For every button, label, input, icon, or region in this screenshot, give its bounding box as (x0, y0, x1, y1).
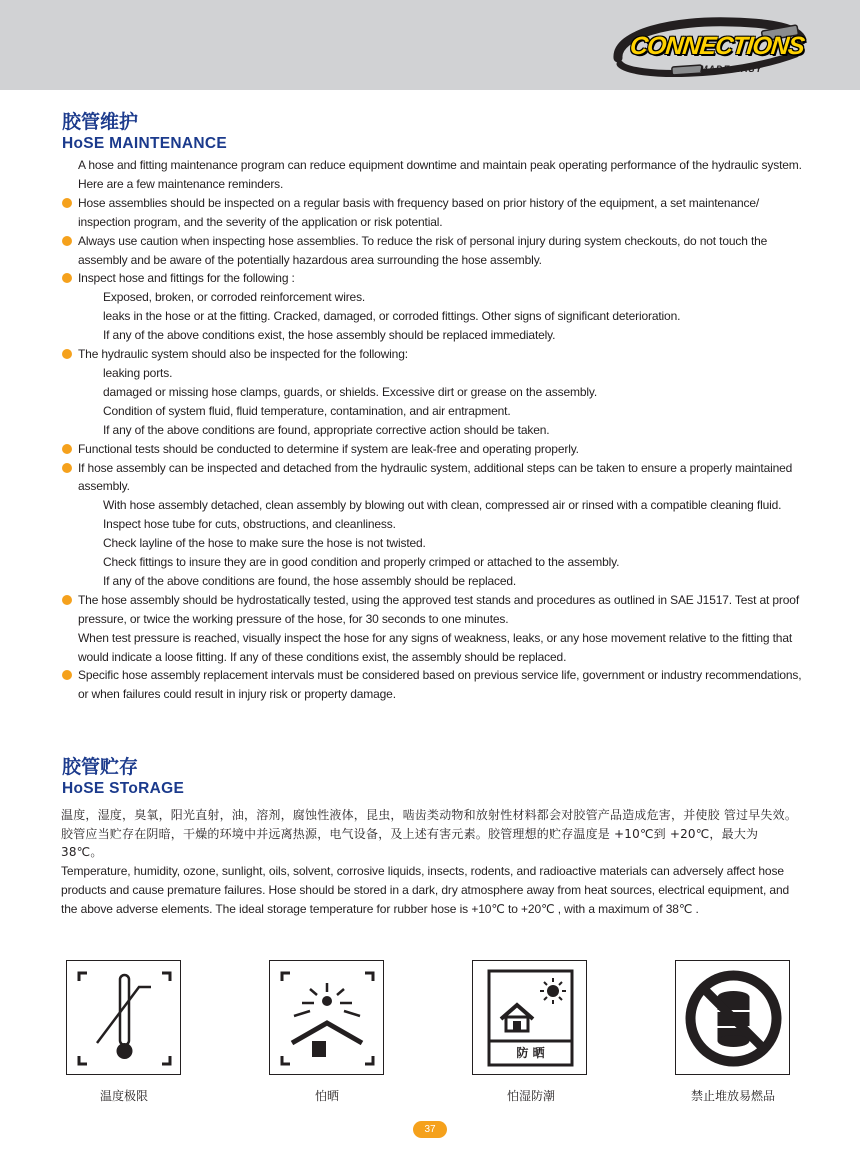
item-text: If any of the above conditions are found, the hose assembly should be replaced. (103, 573, 517, 588)
sub-item (60, 326, 805, 345)
bullet-dot-icon (62, 349, 72, 359)
maintenance-title-cn: 胶管维护 (62, 111, 139, 133)
sub-item (60, 553, 805, 572)
storage-title-cn: 胶管贮存 (62, 756, 139, 778)
no-stacking-flammables-icon (675, 960, 790, 1075)
sub-item (60, 515, 805, 534)
paragraph (60, 156, 805, 194)
item-text: Functional tests should be conducted to determine if system are leak-free and operating properly. (78, 441, 579, 456)
sub-item (60, 364, 805, 383)
bullet-dot-icon (62, 198, 72, 208)
bullet-dot-icon (62, 595, 72, 605)
sub-item (60, 496, 805, 515)
bullet-item (60, 459, 805, 497)
item-text: If hose assembly can be inspected and detached from the hydraulic system, additional steps can be taken to ensure a properly maintained assembly. (78, 460, 793, 494)
bullet-dot-icon (62, 444, 72, 454)
temperature-limit-icon (66, 960, 181, 1075)
bullet-item (60, 666, 805, 704)
bullet-dot-icon (62, 670, 72, 680)
logo-text: CONNECTIONS (628, 32, 806, 60)
keep-out-of-sunlight-icon (269, 960, 384, 1075)
sub-item (60, 402, 805, 421)
item-text: The hydraulic system should also be inspected for the following: (78, 347, 408, 362)
sub-item (60, 383, 805, 402)
item-text: Always use caution when inspecting hose assemblies. To reduce the risk of personal injury during system checkouts, do not touch the assembly and be aware of the potentially hazardous area surrounding the hose assembly. (78, 233, 768, 267)
item-text: damaged or missing hose clamps, guards, or shields. Excessive dirt or grease on the assembly. (103, 384, 598, 399)
sub-item (60, 421, 805, 440)
bullet-dot-icon (62, 236, 72, 246)
sub-item (60, 534, 805, 553)
page-number: 37 (413, 1121, 447, 1138)
item-text: Hose assemblies should be inspected on a regular basis with frequency based on prior history of the equipment, a set maintenance/ inspection program, and the severity of the application or risk potential. (78, 195, 760, 229)
storage-body (61, 806, 801, 918)
storage-text-cn: 温度，湿度，臭氧，阳光直射，油，溶剂，腐蚀性液体，昆虫，啮齿类动物和放射性材料都会对胶管产品造成危害，并使胶 管过早失效。胶管应当贮存在阴暗，干燥的环境中并远离热源，电气设备，及上述有害元素。胶管理想的贮存温度是 +10℃到 +20℃，最大为 38℃。 (61, 808, 798, 860)
bullet-item (60, 269, 805, 288)
bullet-item (60, 591, 805, 629)
sub-item (60, 288, 805, 307)
sign-text: 防 晒 (516, 1046, 545, 1060)
icon-label-flammables: 禁止堆放易燃品 (690, 1089, 776, 1103)
paragraph (60, 629, 805, 667)
item-text: Inspect hose and fittings for the following : (78, 271, 295, 286)
item-text: If any of the above conditions exist, the hose assembly should be replaced immediately. (103, 328, 556, 343)
item-text: When test pressure is reached, visually inspect the hose for any signs of weakness, leaks, or any hose movement relative to the fitting that would indicate a loose fitting. If any of these conditions exist, the assembly should be replaced. (78, 630, 793, 664)
bullet-item (60, 345, 805, 364)
item-text: A hose and fitting maintenance program can reduce equipment downtime and maintain peak operating performance of the hydraulic system. Here are a few maintenance reminders. (78, 158, 802, 191)
bullet-dot-icon (62, 273, 72, 283)
maintenance-title-en: HoSE MAINTENANCE (62, 135, 227, 152)
item-text: The hose assembly should be hydrostatically tested, using the approved test stands and procedures as outlined in SAE J1517. Test at proof pressure, or twice the working pressure of the hose, for 30 seconds to one minutes. (78, 592, 800, 626)
item-text: Inspect hose tube for cuts, obstructions, and cleanliness. (103, 517, 396, 532)
icon-label-sunlight: 怕晒 (314, 1089, 340, 1103)
item-text: If any of the above conditions are found, appropriate corrective action should be taken. (103, 422, 550, 437)
item-text: Exposed, broken, or corroded reinforcement wires. (103, 290, 366, 305)
connections-logo (612, 14, 808, 86)
bullet-item (60, 440, 805, 459)
item-text: With hose assembly detached, clean assembly by blowing out with clean, compressed air or rinsed with a compatible cleaning fluid. (103, 498, 782, 513)
item-text: Specific hose assembly replacement intervals must be considered based on previous service life, government or industry recommendations, or when failures could result in injury risk or property damage. (78, 668, 802, 702)
item-text: Check fittings to insure they are in good condition and properly crimped or attached to the assembly. (103, 555, 620, 570)
sub-item (60, 572, 805, 591)
bullet-item (60, 232, 805, 270)
maintenance-body (60, 156, 805, 704)
storage-title-en: HoSE SToRAGE (62, 780, 185, 797)
protect-from-sun-and-moisture-icon (472, 960, 587, 1075)
storage-text-en: Temperature, humidity, ozone, sunlight, oils, solvent, corrosive liquids, insects, rodents, and radioactive materials can adversely affect hose products and cause premature failures. Hose should be stored in a dark, dry atmosphere away from heat sources, electrical equipment, and the above adverse elements. The ideal storage temperature for rubber hose is +10℃ to +20℃ , with a maximum of 38℃ . (61, 864, 790, 916)
icon-label-temperature: 温度极限 (99, 1089, 149, 1103)
icon-label-moisture: 怕湿防潮 (506, 1089, 556, 1103)
item-text: Check layline of the hose to make sure the hose is not twisted. (103, 536, 426, 551)
bullet-item (60, 194, 805, 232)
item-text: leaking ports. (103, 365, 173, 380)
bullet-dot-icon (62, 463, 72, 473)
logo-subtext: MADE EASY (700, 64, 763, 74)
item-text: Condition of system fluid, fluid temperature, contamination, and air entrapment. (103, 403, 511, 418)
sub-item (60, 307, 805, 326)
item-text: leaks in the hose or at the fitting. Cracked, damaged, or corroded fittings. Other signs of significant deterioration. (103, 309, 681, 324)
